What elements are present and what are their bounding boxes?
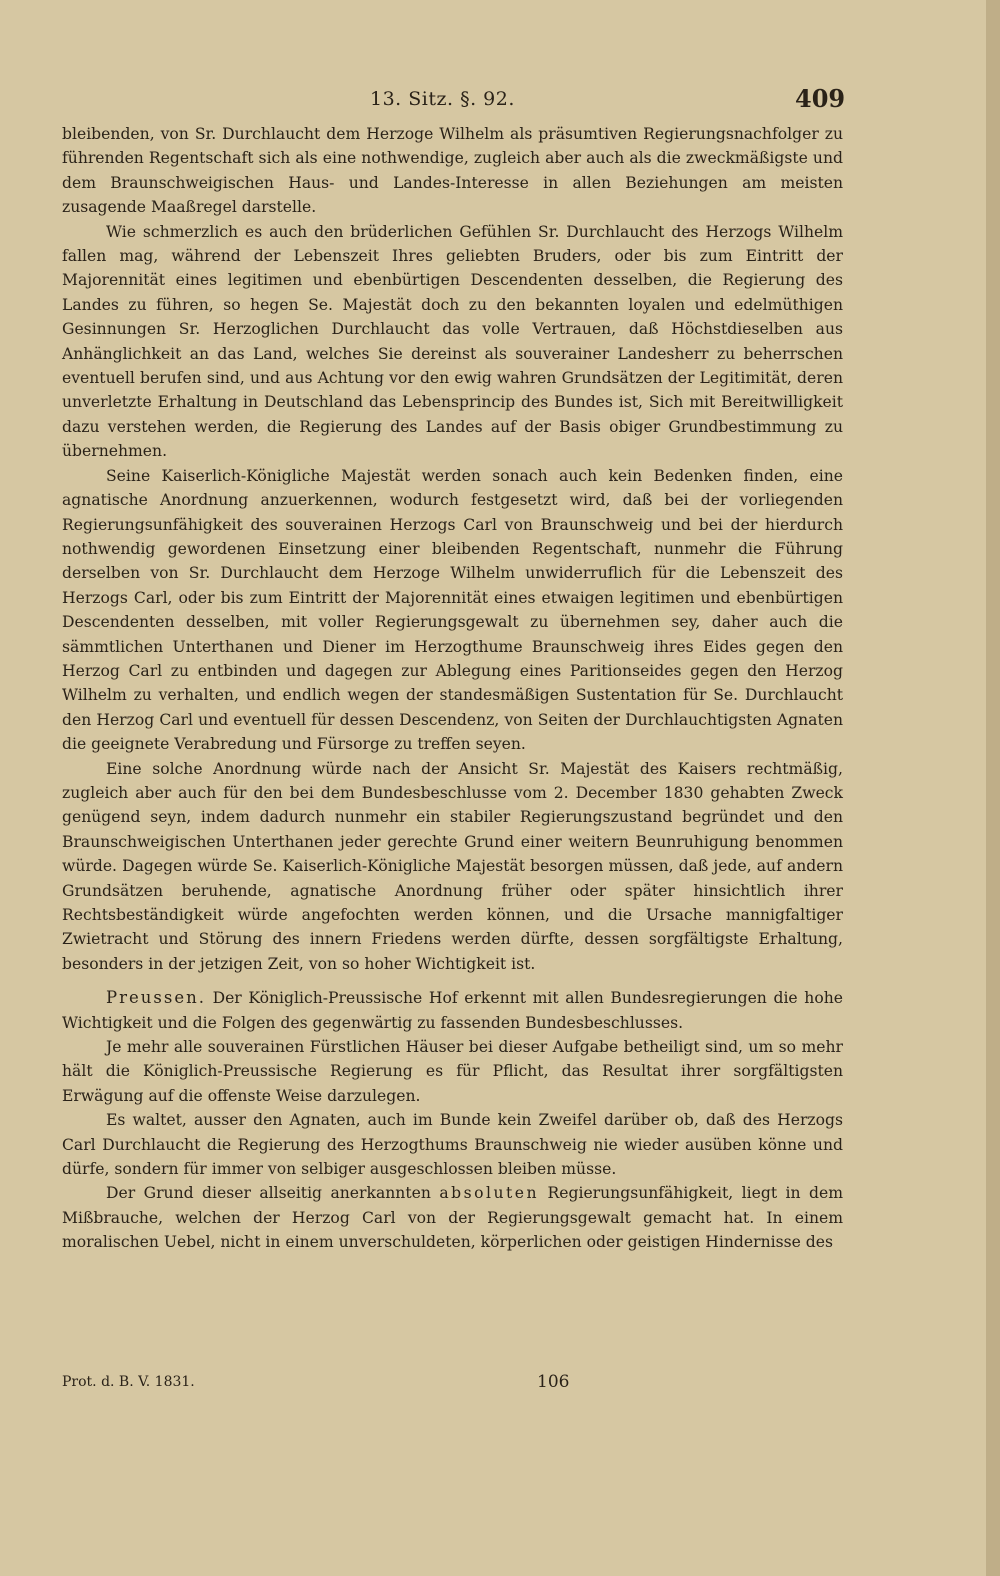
paragraph-continued: bleibenden, von Sr. Durchlaucht dem Herzoge Wilhelm als präsumtiven Regierungsnachfolger zu führenden Regentschaft sich als eine nothwendige, zugleich aber auch als die zweckmäßigste und dem Braunschweigischen Haus- und Landes-Interesse in allen Beziehungen am meisten zusagende Maaßregel darstelle. [62, 125, 843, 217]
paragraph-prussia [62, 986, 843, 1035]
paragraph: Je mehr alle souverainen Fürstlichen Häuser bei dieser Aufgabe betheiligt sind, um so mehr hält die Königlich-Preussische Regierung es für Pflicht, das Resultat ihrer sorgfältigsten Erwägung auf die offenste Weise darzulegen. [62, 1038, 843, 1105]
body-text [62, 122, 843, 1255]
protocol-reference: Prot. d. B. V. 1831. [62, 1374, 195, 1390]
running-header [60, 84, 860, 118]
paragraph: Es waltet, ausser den Agnaten, auch im Bunde kein Zweifel darüber ob, daß des Herzogs Carl Durchlaucht die Regierung des Herzogthums Braunschweig nie wieder ausüben könne und dürfe, sondern für immer von selbiger ausgeschlossen bleiben müsse. [62, 1111, 843, 1179]
paragraph [62, 1181, 843, 1254]
page-number: 409 [795, 84, 846, 113]
paragraph: Eine solche Anordnung würde nach der Ansicht Sr. Majestät des Kaisers rechtmäßig, zugleich aber auch für den bei dem Bundesbeschlusse vom 2. December 1830 gehabten Zweck genügend seyn, indem dadurch nunmehr ein stabiler Regierungszustand begründet und den Braunschweigischen Unterthanen jeder gerechte Grund einer weitern Beunruhigung benommen würde. Dagegen würde Se. Kaiserlich-Königliche Majestät besorgen müssen, daß jede, auf andern Grundsätzen beruhende, agnatische Anordnung früher oder später hinsichtlich ihrer Rechtsbeständigkeit würde angefochten werden können, und die Ursache mannigfaltiger Zwietracht und Störung des innern Friedens werden dürfte, dessen sorgfältigste Erhaltung, besonders in der jetzigen Zeit, von so hoher Wichtigkeit ist. [62, 759, 843, 973]
paragraph-text: Der Königlich-Preussische Hof erkennt mit allen Bundesregierungen die hohe Wichtigkeit und die Folgen des gegenwärtig zu fassenden Bundesbeschlusses. [62, 989, 843, 1032]
paragraph: Seine Kaiserlich-Königliche Majestät werden sonach auch kein Bedenken finden, eine agnatische Anordnung anzuerkennen, wodurch festgesetzt wird, daß bei der vorliegenden Regierungsunfähigkeit des souverainen Herzogs Carl von Braunschweig und bei der hierdurch nothwendig gewordenen Einsetzung einer bleibenden Regentschaft, nunmehr die Führung derselben von Sr. Durchlaucht dem Herzoge Wilhelm unwiderruflich für die Lebenszeit des Herzogs Carl, oder bis zum Eintritt der Majorennität eines etwaigen legitimen und ebenbürtigen Descendenten desselben, mit voller Regierungsgewalt zu übernehmen sey, daher auch die sämmtlichen Unterthanen und Diener im Herzogthume Braunschweig ihres Eides gegen den Herzog Carl zu entbinden und dagegen zur Ablegung eines Paritionseides gegen den Herzog Wilhelm zu verhalten, und endlich wegen der standesmäßigen Sustentation für Se. Durchlaucht den Herzog Carl und eventuell für dessen Descendenz, von Seiten der Durchlauchtigsten Agnaten die geeignete Verabredung und Fürsorge zu treffen seyen. [62, 466, 843, 754]
paragraph-text: Regierungsunfähigkeit, liegt in dem Mißbrauche, welchen der Herzog Carl von der Regierungsgewalt gemacht hat. In einem moralischen Uebel, nicht in einem unverschuldeten, körperlichen oder geistigen Hindernisse des [62, 1184, 843, 1252]
spacer [62, 976, 843, 986]
paragraph-text: Der Grund dieser allseitig anerkannten [106, 1184, 431, 1203]
paragraph: Wie schmerzlich es auch den brüderlichen Gefühlen Sr. Durchlaucht des Herzogs Wilhelm fallen mag, während der Lebenszeit Ihres geliebten Bruders, oder bis zum Eintritt der Majorennität eines legitimen und ebenbürtigen Descendenten desselben, die Regierung des Landes zu führen, so hegen Se. Majestät doch zu den bekannten loyalen und edelmüthigen Gesinnungen Sr. Herzoglichen Durchlaucht das volle Vertrauen, daß Höchstdieselben aus Anhänglichkeit an das Land, welches Sie dereinst als souverainer Landesherr zu beherrschen eventuell berufen sind, und aus Achtung vor den ewig wahren Grundsätzen der Legitimität, deren unverletzte Erhaltung in Deutschland das Lebensprincip des Bundes ist, Sich mit Bereitwilligkeit dazu verstehen werden, die Regierung des Landes auf der Basis obiger Grundbestimmung zu übernehmen. [62, 222, 843, 461]
section-reference: 13. Sitz. §. 92. [370, 88, 515, 110]
signature-mark: 106 [537, 1372, 570, 1392]
page-edge-shadow [986, 0, 1000, 1576]
page-footer [62, 1372, 843, 1396]
state-heading: Preussen. [106, 988, 206, 1008]
emphasized-word: absoluten [439, 1184, 540, 1203]
